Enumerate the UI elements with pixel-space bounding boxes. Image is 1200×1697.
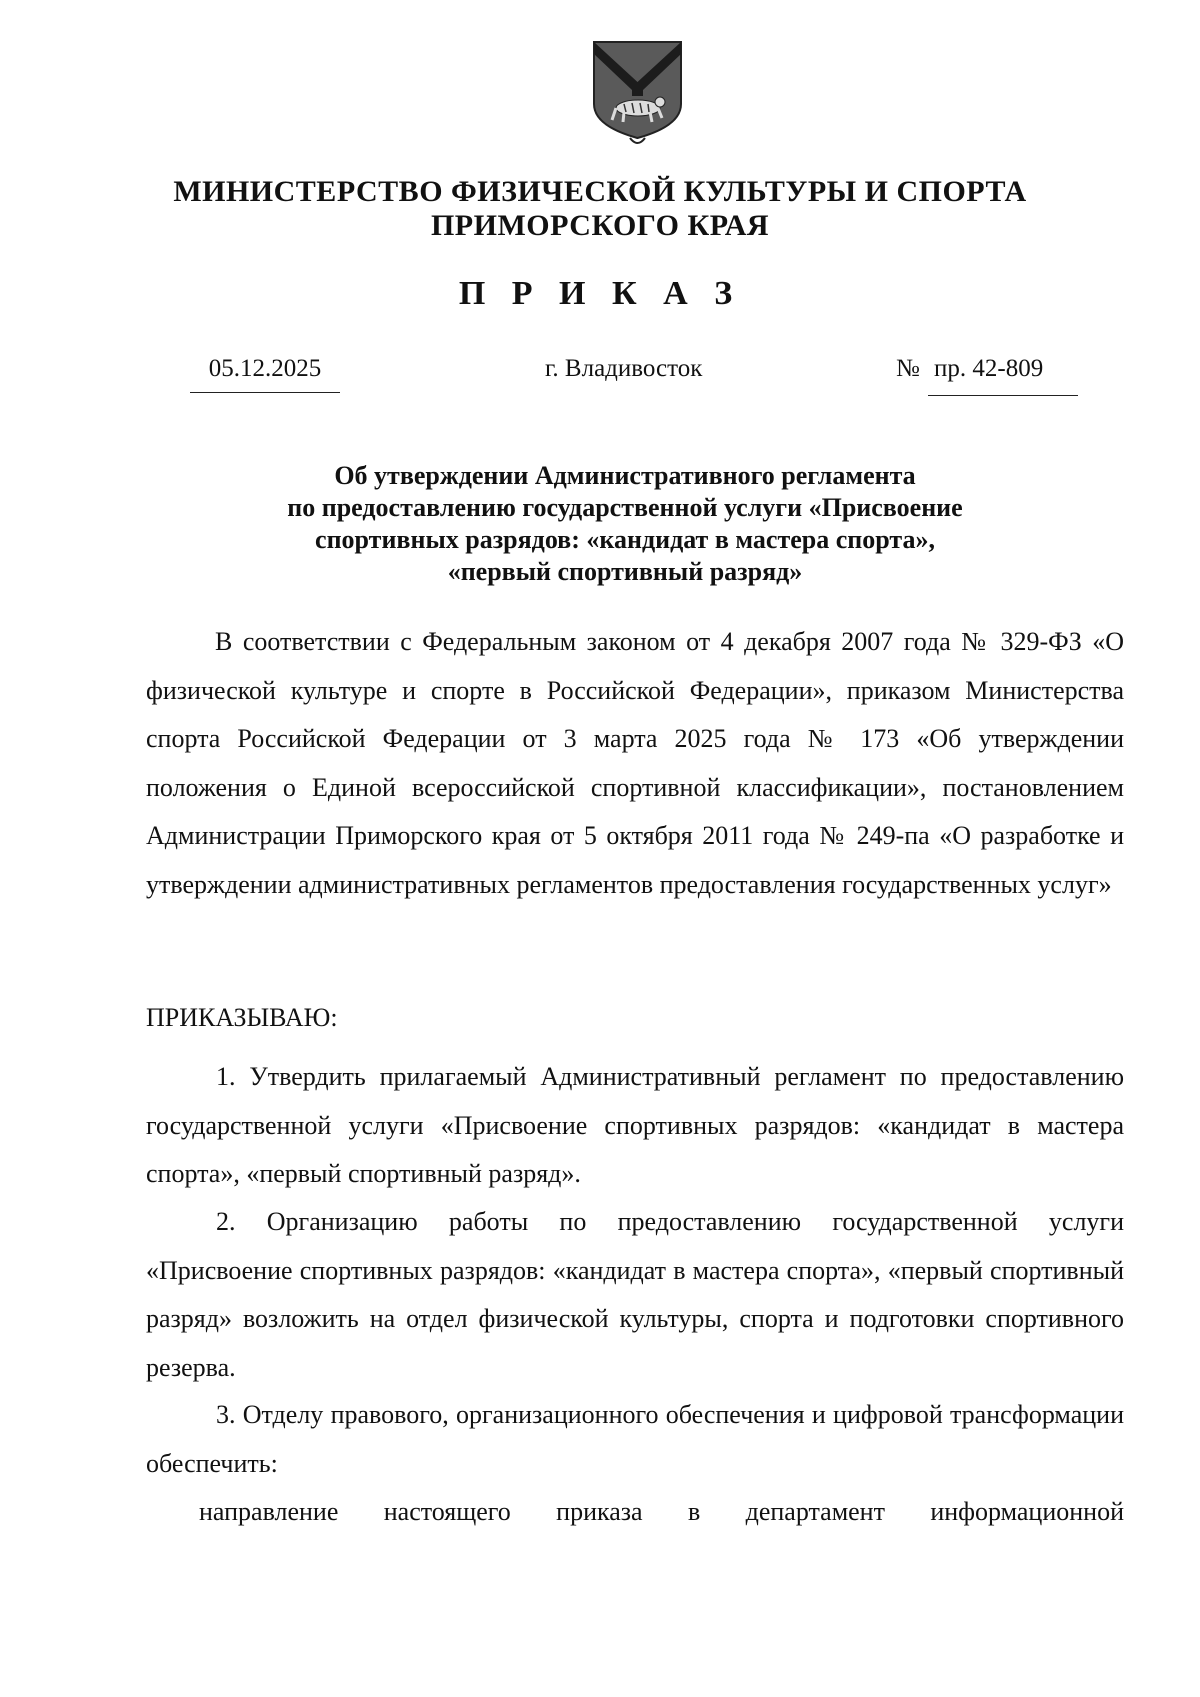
- order-item-2: 2. Организацию работы по предоставлению государственной услуги «Присвоение спортивных разрядов: «кандидат в мастера спорта», «первый спортивный разряд» возложить на отдел физической культуры, спорта и подготовки спортивного резерва.: [146, 1207, 1124, 1382]
- order-date: 05.12.2025: [208, 355, 322, 382]
- ministry-line-2: ПРИМОРСКОГО КРАЯ: [430, 209, 770, 242]
- date-underline: [190, 392, 340, 393]
- order-item-3-subitem: направление настоящего приказа в департамент информационной: [199, 1497, 1124, 1526]
- document-type-heading: П Р И К А З: [458, 275, 742, 312]
- preamble-paragraph: В соответствии с Федеральным законом от 4 декабря 2007 года № 329-ФЗ «О физической культуре и спорте в Российской Федерации», приказом Министерства спорта Российской Федерации от 3 марта 2025 года № 173 «Об утверждении положения о Единой всероссийской спортивной классификации», постановлением Администрации Приморского края от 5 октября 2011 года № 249-па «О разработке и утверждении административных регламентов предоставления государственных услуг»: [146, 627, 1124, 899]
- ministry-line-1: МИНИСТЕРСТВО ФИЗИЧЕСКОЙ КУЛЬТУРЫ И СПОРТА: [173, 175, 1027, 208]
- order-number-sign: №: [896, 355, 920, 382]
- subject-line-2: по предоставлению государственной услуги «Присвоение: [287, 493, 963, 522]
- subject-line-1: Об утверждении Административного регламента: [334, 461, 916, 490]
- coat-of-arms-icon: [590, 38, 685, 148]
- number-underline: [928, 395, 1078, 396]
- ministry-name: [150, 175, 1050, 243]
- order-item-3: 3. Отделу правового, организационного обеспечения и цифровой трансформации обеспечить:: [146, 1400, 1124, 1478]
- order-subject: [200, 460, 1050, 588]
- order-item-1: 1. Утвердить прилагаемый Административный регламент по предоставлению государственной услуги «Присвоение спортивных разрядов: «кандидат в мастера спорта», «первый спортивный разряд».: [146, 1062, 1124, 1188]
- order-number: пр. 42-809: [934, 355, 1044, 382]
- subject-line-4: «первый спортивный разряд»: [447, 557, 803, 586]
- order-directive-word: ПРИКАЗЫВАЮ:: [146, 1003, 338, 1032]
- order-city: г. Владивосток: [545, 355, 703, 382]
- subject-line-3: спортивных разрядов: «кандидат в мастера спорта»,: [315, 525, 935, 554]
